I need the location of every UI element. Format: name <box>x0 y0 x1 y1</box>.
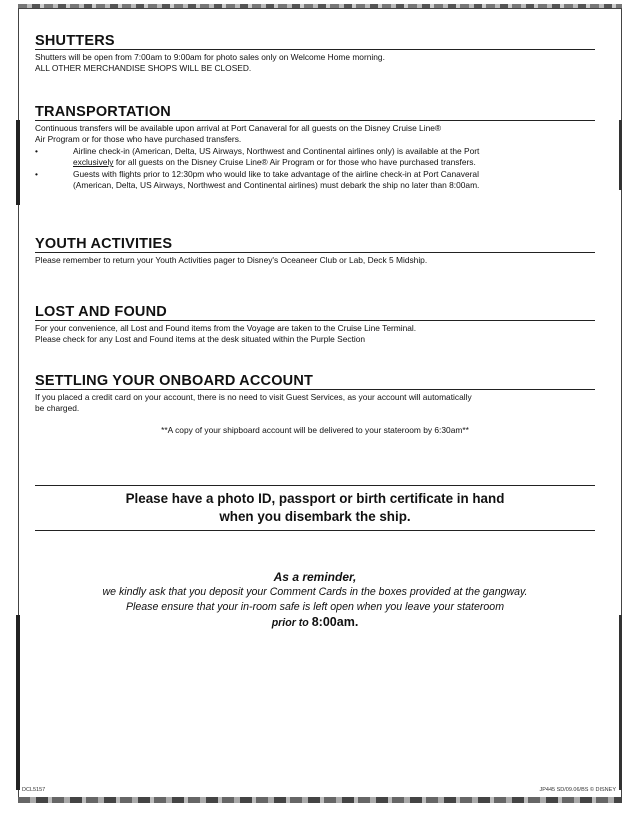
account-line: If you placed a credit card on your account, there is no need to visit Guest Services, as your account will automatically <box>35 392 472 402</box>
reminder-prior: prior to <box>271 617 312 629</box>
scan-edge-mark <box>16 120 20 205</box>
photo-id-line: Please have a photo ID, passport or birth certificate in hand <box>125 491 505 506</box>
bullet-text-cont <box>73 157 595 168</box>
print-code: JP445 SD/09.06/BS © DISNEY <box>539 787 616 793</box>
account-heading: SETTLING YOUR ONBOARD ACCOUNT <box>35 373 314 389</box>
section-rule <box>35 320 595 321</box>
shutters-section <box>35 33 595 75</box>
reminder-title: As a reminder, <box>273 570 357 584</box>
section-rule <box>35 49 595 50</box>
form-code: DCL5157 <box>22 787 46 793</box>
account-section <box>35 373 595 436</box>
photo-id-box <box>35 485 595 531</box>
reminder-line: we kindly ask that you deposit your Comment Cards in the boxes provided at the gangway. <box>102 586 528 598</box>
bullet-text: Airline check-in (American, Delta, US Airways, Northwest and Continental airlines only) is available at the Port <box>73 145 480 156</box>
scan-bar-bottom <box>18 797 622 803</box>
lost-found-heading: LOST AND FOUND <box>35 304 167 320</box>
youth-heading: YOUTH ACTIVITIES <box>35 236 173 252</box>
shutters-heading: SHUTTERS <box>35 33 115 49</box>
transportation-intro-cont: Air Program or for those who have purchased transfers. <box>35 134 242 145</box>
shutters-line: Shutters will be open from 7:00am to 9:00am for photo sales only on Welcome Home morning. <box>35 52 385 62</box>
underlined-word: exclusively <box>73 157 114 168</box>
scan-edge-mark <box>619 615 622 790</box>
scan-edge-mark <box>619 120 622 190</box>
photo-id-line: when you disembark the ship. <box>219 509 411 524</box>
bullet-mark: • <box>35 168 38 179</box>
section-rule <box>35 252 595 253</box>
bullet-text-rest: for all guests on the Disney Cruise Line® Air Program or for those who have purchased transfers. <box>113 157 476 168</box>
account-line: be charged. <box>35 403 80 414</box>
reminder-block <box>35 570 595 631</box>
bullet-text-cont: (American, Delta, US Airways, Northwest and Continental airlines) must debark the ship no later than 8:00am. <box>73 180 480 191</box>
bullet-mark: • <box>35 145 38 156</box>
section-rule <box>35 120 595 121</box>
lost-found-section <box>35 304 595 346</box>
transportation-bullet <box>35 146 595 169</box>
lost-found-line: For your convenience, all Lost and Found items from the Voyage are taken to the Cruise Line Terminal. <box>35 323 417 333</box>
transportation-section <box>35 104 595 191</box>
shutters-notice: ALL OTHER MERCHANDISE SHOPS WILL BE CLOSED. <box>35 63 252 74</box>
youth-section <box>35 236 595 266</box>
youth-line: Please remember to return your Youth Activities pager to Disney's Oceaneer Club or Lab, Deck 5 Midship. <box>35 255 428 265</box>
section-rule <box>35 389 595 390</box>
scan-edge-mark <box>16 615 20 790</box>
transportation-heading: TRANSPORTATION <box>35 104 171 120</box>
transportation-intro: Continuous transfers will be available upon arrival at Port Canaveral for all guests on the Disney Cruise Line® <box>35 123 442 133</box>
lost-found-line: Please check for any Lost and Found items at the desk situated within the Purple Section <box>35 334 366 345</box>
reminder-time: 8:00am. <box>311 615 359 629</box>
reminder-line <box>35 615 595 631</box>
account-note: **A copy of your shipboard account will be delivered to your stateroom by 6:30am** <box>161 424 469 435</box>
transportation-bullet <box>35 169 595 192</box>
bullet-text: Guests with flights prior to 12:30pm who would like to take advantage of the airline check-in at Port Canaveral <box>73 168 479 179</box>
reminder-line: Please ensure that your in-room safe is left open when you leave your stateroom <box>125 601 505 613</box>
